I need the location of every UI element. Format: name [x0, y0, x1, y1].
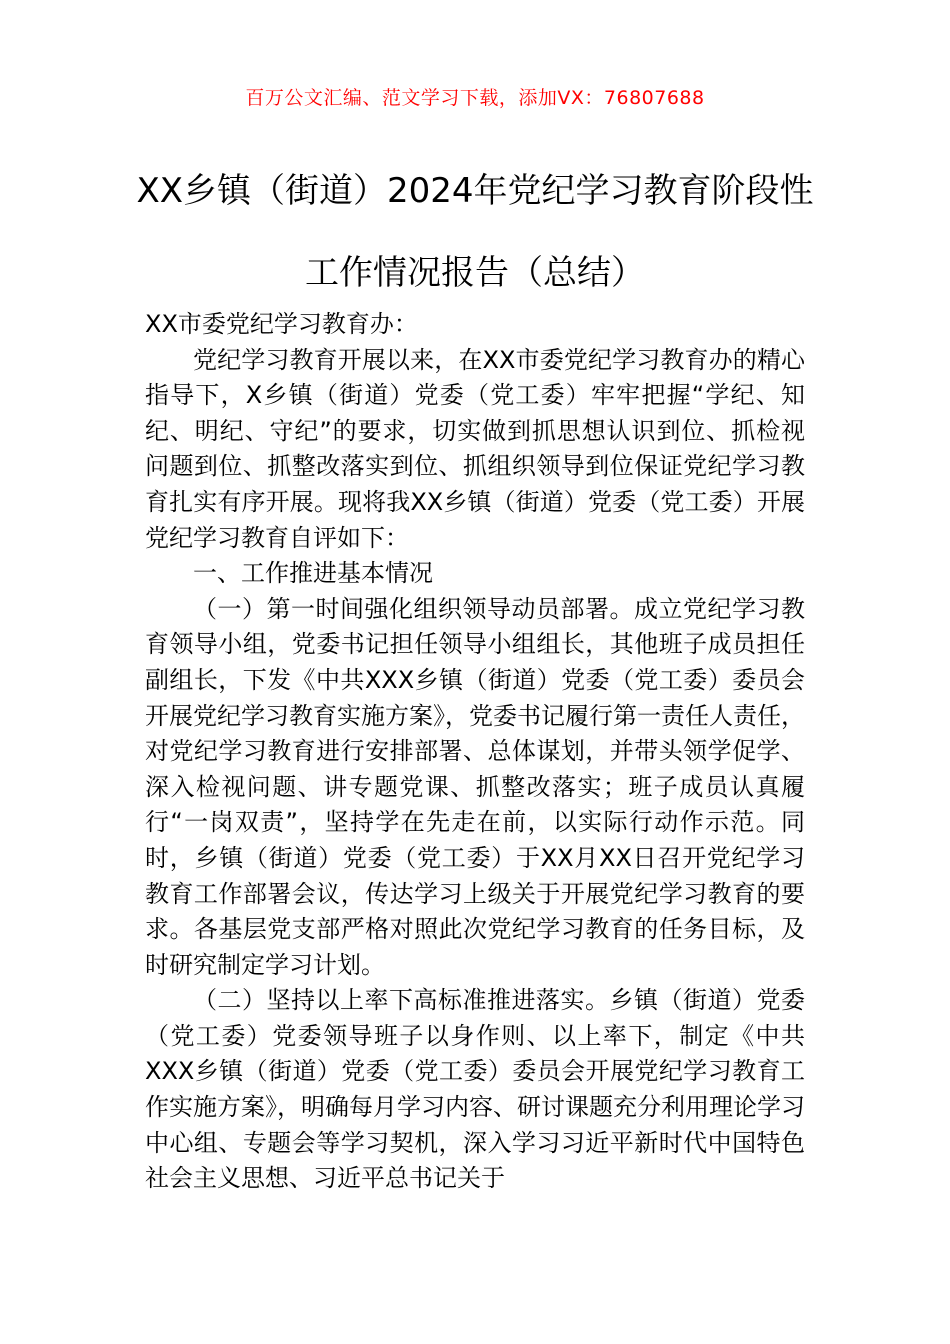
document-body — [145, 307, 805, 1197]
paragraph-2: （二）坚持以上率下高标准推进落实。乡镇（街道）党委（党工委）党委领导班子以身作则、以上率下，制定《中共XXX乡镇（街道）党委（党工委）委员会开展党纪学习教育工作实施方案》，明确每月学习内容、研讨课题充分利用理论学习中心组、专题会等学习契机，深入学习习近平新时代中国特色社会主义思想、习近平总书记关于 — [145, 986, 805, 1193]
banner-text: 百万公文汇编、范文学习下载，添加VX：76807688 — [245, 87, 705, 109]
header-banner — [0, 84, 950, 112]
paragraph-1: （一）第一时间强化组织领导动员部署。成立党纪学习教育领导小组，党委书记担任领导小组组长，其他班子成员担任副组长，下发《中共XXX乡镇（街道）党委（党工委）委员会开展党纪学习教育实施方案》，党委书记履行第一责任人责任，对党纪学习教育进行安排部署、总体谋划，并带头领学促学、深入检视问题、讲专题党课、抓整改落实；班子成员认真履行“一岗双责”，坚持学在先走在前，以实际行动作示范。同时，乡镇（街道）党委（党工委）于XX月XX日召开党纪学习教育工作部署会议，传达学习上级关于开展党纪学习教育的要求。各基层党支部严格对照此次党纪学习教育的任务目标，及时研究制定学习计划。 — [145, 594, 805, 979]
document-title: XX乡镇（街道）2024年党纪学习教育阶段性工作情况报告（总结） — [136, 171, 814, 293]
salutation: XX市委党纪学习教育办： — [145, 310, 418, 338]
section-heading: 一、工作推进基本情况 — [193, 559, 433, 588]
paragraph-intro: 党纪学习教育开展以来，在XX市委党纪学习教育办的精心指导下，X乡镇（街道）党委（党工委）牢牢把握“学纪、知纪、明纪、守纪”的要求，切实做到抓思想认识到位、抓检视问题到位、抓整改落实到位、抓组织领导到位保证党纪学习教育扎实有序开展。现将我XX乡镇（街道）党委（党工委）开展党纪学习教育自评如下： — [145, 345, 805, 552]
